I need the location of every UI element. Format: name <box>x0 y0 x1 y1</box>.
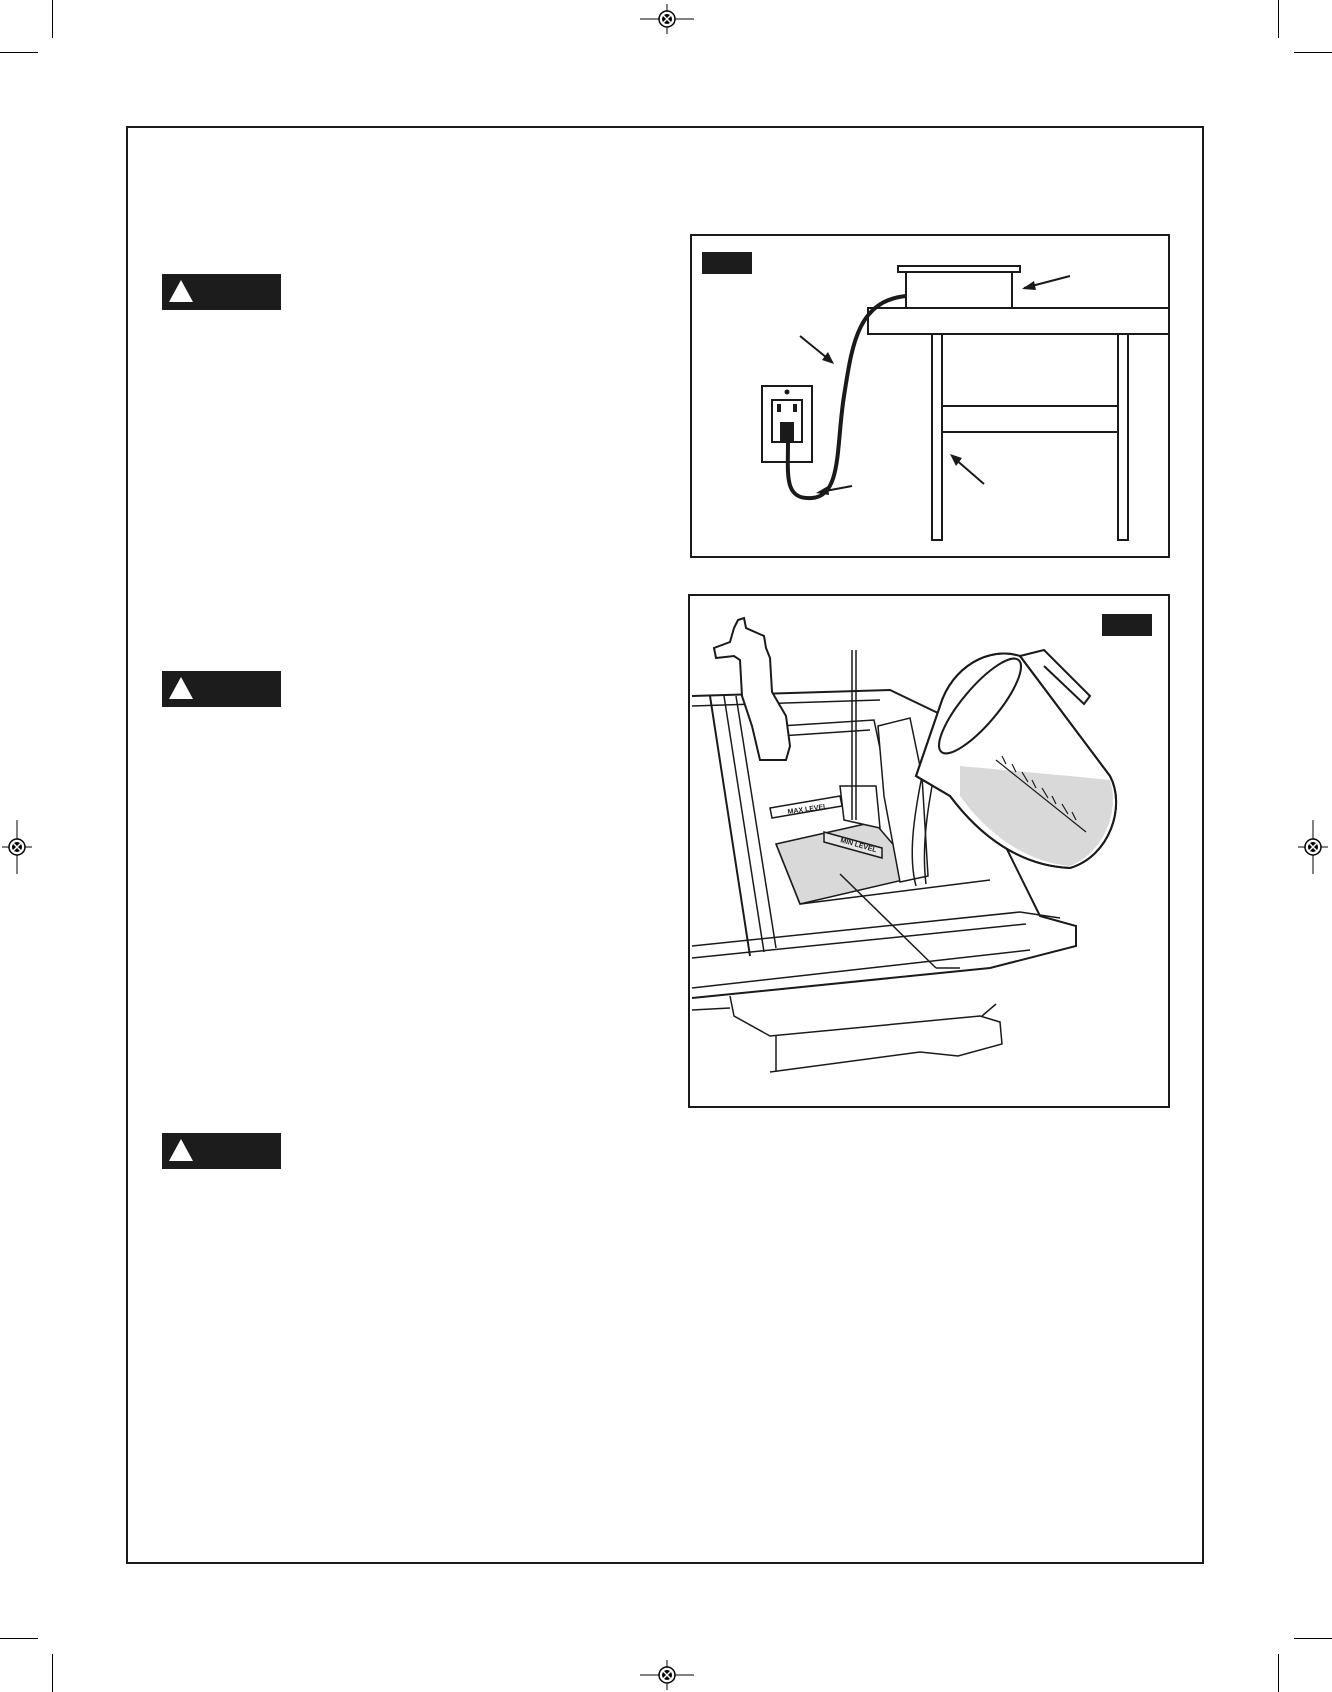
registration-mark-icon <box>1298 820 1328 874</box>
warning-triangle-icon <box>168 279 194 303</box>
jug-water-fill <box>960 766 1113 866</box>
water-fill-illustration <box>690 596 1168 1106</box>
figure-water-fill <box>688 594 1170 1108</box>
warning-badge <box>162 671 281 707</box>
table-top <box>868 308 1168 334</box>
outlet-setup-illustration <box>692 236 1168 556</box>
min-level-label: MIN LEVEL <box>839 837 878 855</box>
registration-mark-icon <box>2 820 32 874</box>
figure-outlet-setup <box>690 234 1170 558</box>
warning-triangle-icon <box>168 676 194 700</box>
warning-badge <box>162 274 281 310</box>
max-level-label: MAX LEVEL <box>787 803 828 816</box>
warning-badge <box>162 1133 281 1169</box>
registration-mark-icon <box>640 1660 694 1690</box>
warning-triangle-icon <box>168 1138 194 1162</box>
power-plug <box>780 422 794 442</box>
registration-mark-icon <box>640 4 694 34</box>
